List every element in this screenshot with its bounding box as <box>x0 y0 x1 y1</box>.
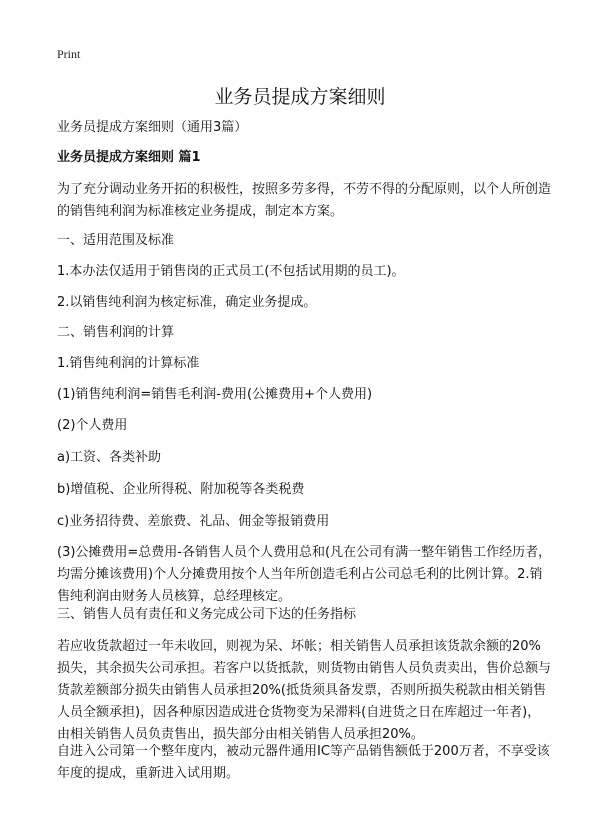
document-title: 业务员提成方案细则 <box>214 86 386 108</box>
scope-item-2: 2.以销售纯利润为核定标准，确定业务提成。 <box>57 295 317 310</box>
scope-item-1: 1.本办法仅适用于销售岗的正式员工(不包括试用期的员工)。 <box>57 264 405 279</box>
heading-scope: 一、适用范围及标准 <box>57 233 175 248</box>
cost-item-c: c)业务招待费、差旅费、礼品、佣金等报销费用 <box>57 514 330 529</box>
receivables-paragraph: 若应收货款超过一年未收回，则视为呆、坏帐；相关销售人员承担该货款余额的20%损失，其余损失公司承担。若客户以货抵款，则货物由销售人员负责卖出，售价总额与货款差额部分损失由销售人员承担20%(抵货须具备发票，否则所损失税款由相关销售人员全额承担)，因各种原因造成进仓货物变为呆滞料(自进货之日在库超过一年者)，由相关销售人员负责售出，损失部分由相关销售人员承担20%。 <box>57 639 552 742</box>
heading-profit: 二、销售利润的计算 <box>57 325 175 340</box>
cost-item-b: b)增值税、企业所得税、附加税等各类税费 <box>57 482 305 497</box>
document-subtitle: 业务员提成方案细则（通用3篇） <box>57 120 248 135</box>
heading-duties: 三、销售人员有责任和义务完成公司下达的任务指标 <box>57 607 357 622</box>
personal-costs: (2)个人费用 <box>57 418 128 433</box>
cost-item-a: a)工资、各类补助 <box>57 450 162 465</box>
section-heading: 业务员提成方案细则 篇1 <box>57 150 201 165</box>
profit-formula: (1)销售纯利润=销售毛利润-费用(公摊费用+个人费用) <box>57 387 373 402</box>
sales-threshold-paragraph: 自进入公司第一个整年度内，被动元器件通用IC等产品销售额低于200万者，不享受该年度的提成，重新进入试用期。 <box>57 744 550 781</box>
print-label: Print <box>57 47 81 61</box>
profit-standard: 1.销售纯利润的计算标准 <box>57 356 200 371</box>
shared-costs-paragraph: (3)公摊费用=总费用-各销售人员个人费用总和(凡在公司有满一整年销售工作经历者，均需分摊该费用)个人分摊费用按个人当年所创造毛利占公司总毛利的比例计算。2.销售纯利润由财务人员核算，总经理核定。 <box>57 545 552 604</box>
intro-paragraph: 为了充分调动业务开拓的积极性，按照多劳多得，不劳不得的分配原则，以个人所创造的销售纯利润为标准核定业务提成，制定本方案。 <box>57 182 552 219</box>
